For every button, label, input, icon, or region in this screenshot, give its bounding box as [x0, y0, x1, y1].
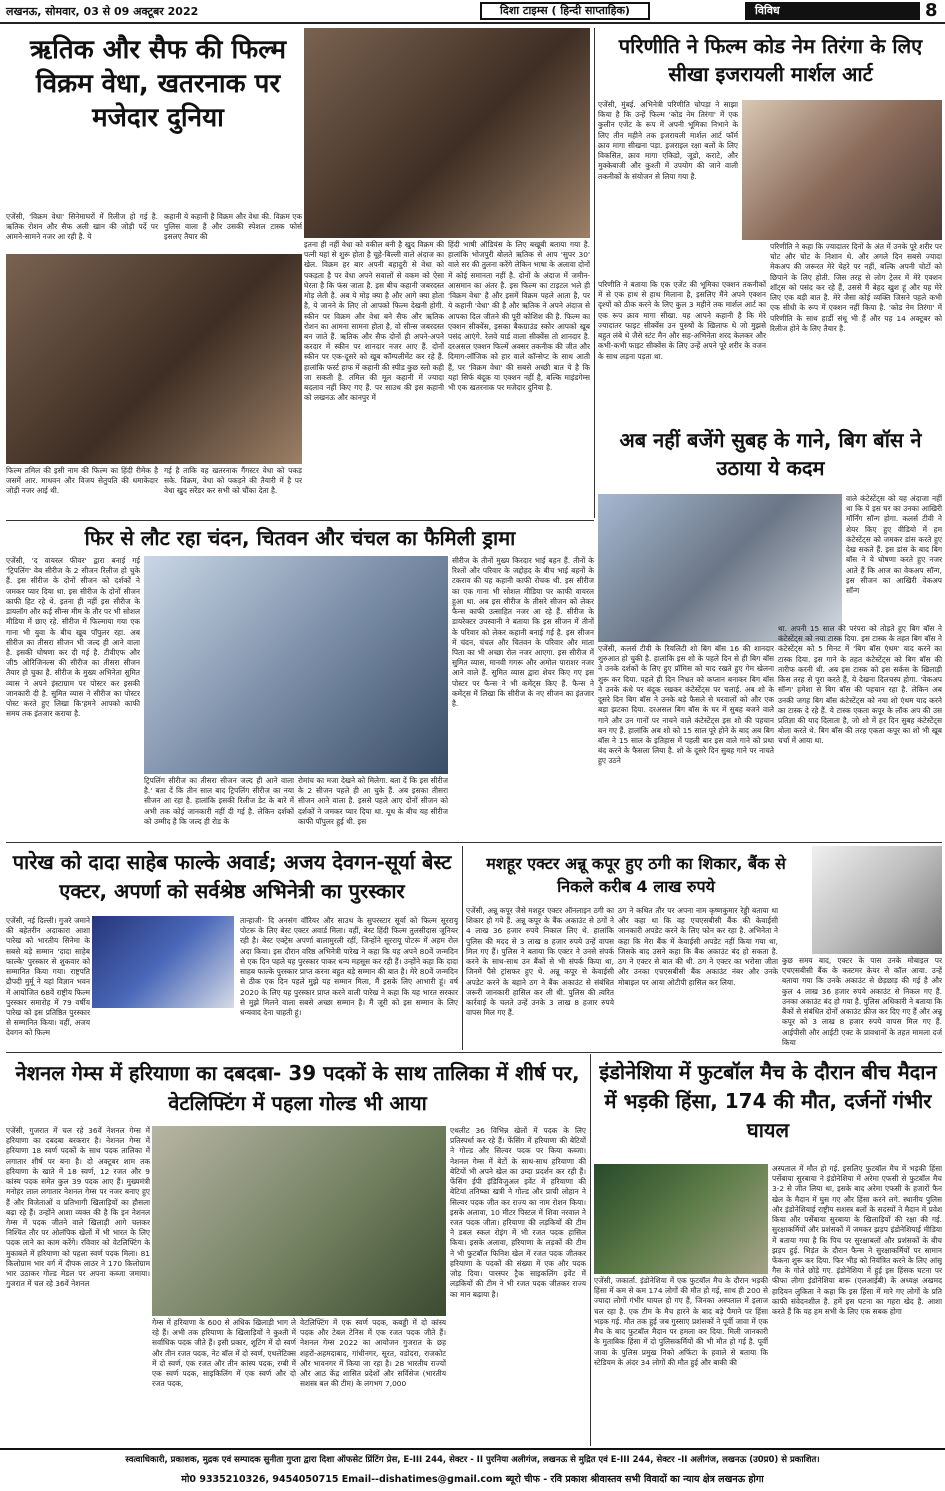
annu-kapoor-col1: एजेंसी, अन्नू कपूर जैसे मशहूर एक्टर ऑनलाइन ठगी का शिकार हो गये हैं. अन्नू कपूर के बैंक अकाउंट से ठगों ने 4 लाख 36 हजार रुपये निकाल लिए थे. हालांकि पुलिस की मदद से 3 लाख 8 हजार रुपये उन्हें वापस मिल गए हैं। पुलिस ने बताया कि एक्टर ने उनसे संपर्क करने के साथ-साथ उन बैंकों से भी संपर्क किया था, जिनमें पैसे ट्रांसफर हुए थे. अन्नू कपूर से केवाईसी अपडेट करने के बहाने ठग ने बैंक अकाउंट से संबंधित जरूरी जानकारी हासिल कर ली थी. पुलिस की त्वरित कार्रवाई के चलते उन्हें उनके 3 लाख 8 हजार रुपये वापस मिल गए हैं. — [466, 906, 614, 1018]
tripling-col1: एजेंसी, 'द वायरल फीवर' द्वारा बनाई गई 'ट्रिपलिंग' वेब सीरीज के 2 सीजन रिलीज हो चुके हैं. इस सीरीज के दोनों सीजन को दर्शकों ने जमकर प्यार दिया था. इस सीरीज के दोनों सीजन काफी हिट रहे थे. इतना ही नहीं इस सीरीज के डायलॉग और कई सीन्स मीम के तौर पर भी सोशल मीडिया में छाए रहे. सीरीज में फिल्माया गया एक गाना भी युवा के बीच खूब पॉपुलर रहा. अब सीरीज का तीसरा सीजन भी जल्द ही आने वाला है. इसकी घोषणा कर दी गई है. टीवीएफ और जी5 ओरिजिनल्स की सीरीज का तीसरा सीजन तैयार हो चुका है. सीरीज के मुख्य अभिनेता सुमित व्यास ने अपने इंस्टाग्राम पर पोस्टर कर इसकी जानकारी दी है. सुमित व्यास ने सीरीज का पोस्टर पोस्ट करते हुए लिखा कि'हमने आपको काफी समय तक इंतजार कराया है. — [6, 556, 140, 719]
bigg-boss-photo — [598, 494, 842, 642]
awards-photo — [92, 916, 234, 1008]
annu-kapoor-col2: ठग ने कथित तौर पर अपना नाम कृष्णकुमार रेड्डी बताया था और कहा था कि वह एचएसबीसी बैंक की केवाईसी जानकारी अपडेट करने के लिए फोन कर रहा है. अभिनेता ने कहा कि मेरा बैंक में केवाईसी अपडेट नहीं किया गया था, जिसके बाद उसने कहा कि बैंक अकाउंट बंद हो सकता है. ठग ने एक्टर से बात की थी. ठग ने एक्टर का भरोसा जीता और उनका एचएसबीसी बैंक अकाउंट नंबर और उनके मोबाइल पर आया ओटीपी हासिल कर लिया. — [618, 906, 778, 987]
section-name: विविध — [745, 2, 920, 20]
indonesia-col1: एजेंसी, जकार्ता. इंडोनेशिया में एक फुटबॉल मैच के दौरान भड़की हिंसा में कम से कम 174 लोगों की मौत हो गई, साथ ही 200 से ज्यादा लोगों गंभीर घायल हो गए हैं, जिनका अस्पताल में इलाज चल रहा है. एक टीम के मैच हारने के बाद बड़े पैमाने पर हिंसा भड़क गई. मौत तक हुई जब गुस्साए प्रशंसकों ने पूर्वी जावा में एक मैच के बाद फुटबॉल मैदान पर हमला कर दिया. मिली जानकारी के मुताबिक हिंसा में दो पुलिसकर्मियों की भी मौत हो गई है. पूर्वी जावा के पुलिस प्रमुख निको अफिंटा के हवाले से बताया कि स्टेडियम के अंदर 34 लोगों की मौत हुई और बाकी की — [594, 1276, 768, 1367]
parineeti-headline: परिणीति ने फिल्म कोड नेम तिरंगा के लिए सीखा इजरायली मार्शल आर्ट — [618, 34, 923, 86]
bigg-boss-col3: था. अपनी 15 साल की परंपरा को तोड़ते हुए बिग बॉस ने कंटेस्टेंट्स को नया टास्क दिया. इस टास्क के तहत बिग बॉस ने कंटेस्टेंट्स को 5 मिनट में 'बिग बॉस एंथम' याद करने का टास्क दिया. इस गाने के तहत कंटेस्टेंट्स को बिग बॉस की तारीफ करनी थी. अब इस टास्क को इस सर्कस के खिलाड़ी किस तरह से पूरा करते हैं, ये देखना दिलचस्प होगा. 'वेकअप सॉन्ग' हमेशा से बिग बॉस की पहचान रहा है. लेकिन अब उनकी जगह बिग बॉस कंटेस्टेंट्स को नया शो एंथम याद करने का टास्क दे रहे हैं. ये टास्क एकता कपूर के लॉक अप की उस प्रतिज्ञा की याद दिलाता है, जो शो में हर दिन सुबह कंटेस्टेंट्स बोला करते थे. बिग बॉस की तरह एकता कपूर का शो भी खूब चर्चा में आया था. — [778, 624, 942, 746]
vikram-vedha-col2: कहानी ये कहानी है विक्रम और वेधा की. विक्रम एक पुलिस वाला है और उसकी स्पेशल टास्क फोर्स इसलए तैयार की — [164, 212, 302, 242]
vikram-vedha-col2b: गई है ताकि वह खतरनाक गैंगस्टर वेधा को पकड़ सके. विक्रम, वेधा को पकड़ने की तैयारी में है पर वेधा खुद सरेंडर कर सभी को चौंका देता है. — [164, 466, 302, 496]
vikram-vedha-photo — [6, 254, 302, 464]
contact-line: मो0 9335210326, 9454050715 Email--dishatimes@gmail.com ब्यूरो चीफ - रवि प्रकाश श्रीवास्तव सभी विवादों का न्याय क्षेत्र लखनऊ होगा — [181, 1474, 764, 1485]
tripling-col3: रोमांच का मजा देखने को मिलेगा. बता दें कि इस सीरीज के 2 सीजन पहले ही आ चुके हैं. अब इसका तीसरा सीजन आने वाला है. इससे पहले आए दोनों सीजन को दर्शकों ने जमकर प्यार दिया था. यूथ के बीच यह सीरीज काफी पॉपुलर हुई थी. इस — [298, 776, 448, 826]
vikram-vedha-col1b: फिल्म तमिल की इसी नाम की फिल्म का हिंदी रीमेक है जसमें आर. माधवन और विजय सेतुपति की धमाकेदार जोड़ी नजर आई थी. — [6, 466, 158, 496]
imprint-line: स्वत्वाधिकारी, प्रकाशक, मुद्रक एवं सम्पादक सुनीता गुप्ता द्वारा दिशा ऑफसेट प्रिंटिंग प्रेस, E-III 244, सेक्टर - II पुरनिया अलीगंज, लखनऊ से मुद्रित एवं E-III 244, सेक्टर -II अलीगंज, लखनऊ (उ0प्र0) से प्रकाशित। — [125, 1455, 820, 1465]
awards-col1: एजेंसी, नई दिल्ली। गुजरे जमाने की बहेतरीन अदाकारा आशा पारेख को भारतीय सिनेमा के सबसे बड़े सम्मान 'दादा साहेब फाल्के' पुरस्कार से शुकवार को सम्मानित किया गया। राष्ट्रपति द्रौपदी मुर्मू ने यहां विज्ञान भवन में आयोजित 68वें राष्ट्रीय फिल्म पुरस्कार समारोह में 79 वर्षीय पारेख को इस प्रतिष्ठित पुरस्कार से सम्मानित किया। वहीं, अजय देवगन को फिल्म — [6, 916, 90, 1038]
annu-kapoor-headline: मशहूर एक्टर अन्नू कपूर हुए ठगी का शिकार, बैंक से निकले करीब 4 लाख रुपये — [486, 854, 786, 897]
annu-kapoor-photo — [812, 846, 942, 954]
indonesia-photo — [594, 1164, 768, 1274]
tripling-col4: सीरीज के तीनों मुख्य किरदार भाई बहन हैं. तीनों के रिश्तों और परिवार के जद्दोहद के बीच भाई बहनों के टकराव की यह कहानी काफी रोचक थी. इस सीरीज का एक गाना भी सोशल मीडिया पर काफी वायरल हुआ था. अब इस सीरीज के तीसरे सीजन को लेकर फैन्स काफी उत्साहित नजर आ रहे हैं. सीरीज के डायरेक्टर उपस्वानी ने बताया कि इस सीजन में तीनों के परिवार को लेकर कहानी बनाई गई है. इस सीजन में चंदन, चंचल और चितवन के परिवार और माता पिता का भी अच्छा रोल नजर आएगा. इस सीरीज में सुमित व्यास, मानवी गगरू और अमोल पाराशर नजर आने वाले हैं. सुमित व्यास द्वारा शेयर किए गए इस पोस्टर पर फैन्स ने भी कमेंट्स किए हैं. फैन्स ने कमेंट्स में लिखा कि सीरीज के नए सीजन का इंतजार है. — [452, 556, 594, 709]
page-number: 8 — [925, 0, 938, 21]
tripling-headline: फिर से लौट रहा चंदन, चितवन और चंचल का फैमिली ड्रामा — [84, 526, 516, 550]
imprint-footer — [0, 1448, 945, 1491]
vikram-vedha-col4: हिंदी भाषी ऑडियंस के लिए बखूबी बताया गया है. हालांकि भोजपुरी बोलते ऋतिक से आप 'सुपर 30' वाले सर की तुलना करेंगे लेकिन भाषा के अलावा दोनों में कोई समानता नहीं है. दोनों के अंदाज में जमीन-आसमान का अंतर है. इस फिल्म का टाइटल भले ही 'विक्रम वेधा' है और इसमें विक्रम पहले आता है, पर ये कहानी 'वेधा' की है और ऋतिक ने अपने अंदाज से आपका दिल जीतने की पूरी कोशिश की है. फिल्म का एक्शन सीक्वेंस, इसका बैकग्राउंड स्कोर आपको खूब पसंद आएंगे. रेलवे यार्ड वाला सीक्वेंस तो शानदार है. दरअसल एक्शन फिल्में अक्सर तकनीक की जीत और दिमाग-लॉजिक को हार वाले कॉन्सेप्ट के साथ आती हैं, पर 'विक्रम वेधा' की सबसे अच्छी बात ये है कि यहां सिर्फ बंदूक़ या एक्शन नहीं है, बल्कि माइंडगेम्स भी एक खतरनाक पर मजेदार दुनिया है. — [448, 240, 590, 393]
annu-kapoor-col3: कुछ समय बाद, एक्टर के पास उनके मोबाइल पर एचएसबीसी बैंक के कस्टमर केयर से कॉल आया. उन्हें बताया गया कि उनके अकाउंट से छेड़छाड़ की गई है और कुल 4 लाख 36 हजार रुपये अकाउंट से निकल गए हैं. उनका अकाउंट बंद हो गया है. पुलिस अधिकारी ने बताया कि बैंकों से संबंधित दोनों अकाउंट फ्रीज कर दिए गए हैं और अन्नू कपूर को 3 लाख 8 हजार रुपये वापस मिल गए हैं. आईपीसी और आईटी एक्ट के प्रावधानों के तहत मामला दर्ज किया — [782, 956, 942, 1047]
national-games-col3: वेटलिफ्टिंग में एक स्वर्ण पदक, कबड्डी में दो कांस्य पदक और टेबल टेनिस में एक रजत पदक जीते हैं। नेशनल गेम्स 2022 का आयोजन गुजरात के छह शहरों-अहमदाबाद, गांधीनगर, सूरत, वडोदरा, राजकोट और भावनगर में किया जा रहा है। 28 भारतीय राज्यों और आठ केंद्र शासित प्रदेशों और सर्विसेज (भारतीय सशस्त्र बल की टीम) के लगभग 7,000 — [300, 1318, 446, 1389]
masthead — [0, 0, 945, 24]
awards-headline: पारेख को दादा साहेब फाल्के अवार्ड; अजय देवगन-सूर्या बेस्ट एक्टर, अपर्णा को सर्वश्रेष्ठ अभिनेत्री का पुरस्कार — [12, 850, 452, 903]
national-games-col1: एजेंसी, गुजरात में चल रहे 36वें नेशनल गेम्स में हरियाणा का दबदबा बरकरार है। नेशनल गेम्स में हरियाणा 18 स्वर्ण पदकों के साथ पदक तालिका में लगातार शीर्ष पर बना है। दो अक्टूबर शाम तक हरियाणा के खाते में 18 स्वर्ण, 12 रजत और 9 कांस्य पदक समेत कुल 39 पदक आए हैं। मुख्यमंत्री मनोहर लाल लगातार नेशनल गेम्स पर नजर बनाए हुए हैं और विजेताओं व प्रतिभागी खिलाड़ियों का हौसला बढ़ा रहे हैं। उन्होंने आशा व्यक्त की है कि इन नेशनल गेम्स में पदक जीतने वाले खिलाड़ी आगे चलकर निश्चित तौर पर ओलंपिक खेलों में भी भारत के लिए पदक लाने का काम करेंगे। रविवार को वेटलिफ्टिंग के मुकाबले में हरियाणा को पहला स्वर्ण पदक मिला। 81 किलोग्राम भार वर्ग में दीपक लाठर ने 170 किलोग्राम भार उठाकर गोल्ड मेडल पर अपना कब्जा जमाया। गुजरात में चल रहे 36वें नेशनल — [6, 1126, 150, 1289]
indonesia-headline: इंडोनेशिया में फुटबॉल मैच के दौरान बीच मैदान में भड़की हिंसा, 174 की मौत, दर्जनों गंभीर घायल — [599, 1060, 937, 1142]
tripling-col2: ट्रिपलिंग सीरीज का तीसरा सीजन जल्द ही आने वाला है.' बता दें कि तीन साल बाद ट्रिपलिंग सीरीज का नया सीजन आ रहा है. हालांकि इसकी रिलीज डेट के बारे में अभी तक कोई जानकारी नहीं दी गई है. लेकिन दर्शकों को उम्मीद है कि जल्द ही रोड के — [144, 776, 294, 826]
tripling-photo — [144, 556, 448, 774]
parineeti-col1b: परिणीति ने बताया कि एक एजेंट की भूमिका एक्शन तकनीकों में से एक हाथ से हाथ मिलाना है, इसलिए मैंने अपने एक्शन दृश्यों को ठीक करने के लिए कुल 3 महीने तक मार्शल आर्ट का एक रूप क्राव मागा सीखा. यह आपने कहानी है कि मेरे ज्यादातर फाइट सीक्वेंस उन पुरुषों के खिलाफ थे जो मुझसे बहुत लंबे थे जैसे स्टंट मैन और सह-अभिनेता शरद केलकर और कभी-कभी फाइट सीक्वेंस के लिए उन्हें अपने पूरे शरीर के वजन के साथ लड़ना पड़ता था. — [598, 280, 766, 361]
issue-date: लखनऊ, सोमवार, 03 से 09 अक्टूबर 2022 — [6, 5, 199, 18]
national-games-headline: नेशनल गेम्स में हरियाणा का दबदबा- 39 पदकों के साथ तालिका में शीर्ष पर, वेटलिफ्टिंग में पहला गोल्ड भी आया — [15, 1061, 580, 1115]
national-games-photo — [152, 1126, 446, 1316]
national-games-col2: गेम्स में हरियाणा के 600 से अधिक खिलाड़ी भाग ले रहे हैं। अभी तक हरियाणा के खिलाड़ियों ने कुश्ती में सर्वाधिक पदक जीते हैं। इसी प्रकार, शूटिंग में दो स्वर्ण और तीन रजत पदक, नेट बॉल में दो स्वर्ण, एथलेटिक्स में दो स्वर्ण, एक रजत और तीन कांस्य पदक, रग्बी में एक स्वर्ण पदक, साइकिलिंग में एक स्वर्ण और दो रजत पदक, — [152, 1318, 296, 1389]
vikram-vedha-col1: एजेंसी, 'विक्रम वेधा' सिनेमाघरों में रिलीज हो गई है. ऋतिक रोशन और सैफ अली खान की जोड़ी पर्दे पर आमने-सामने नजर आ रही है. ये — [6, 212, 158, 242]
parineeti-photo — [742, 100, 942, 240]
vikram-vedha-poster — [304, 28, 590, 238]
awards-col2: तान्हाजी- दि अनसंग वॉरियर और साउथ के सुपरस्टार सूर्या को फिल्म सूररायू पोटरू के लिए बेस्ट एक्टर अवार्ड मिला। वहीं, बेस्ट हिंदी फिल्म तुलसीदास जूनियर रही है। बेस्ट एक्ट्रेस अपर्णा बालामुरली रहीं, जिन्होंने सूररायू पोटरू में अहम रोल अदा किया। इस दौरान वरिष्ठ अभिनेत्री पारेख ने कहा कि यह अपने 80वें जन्मदिन से एक दिन पहले यह पुरस्कार पाकर धन्य महसूस कर रही हैं। उन्होंने कहा कि दादा साहब फाल्के पुरस्कार प्राप्त करना बहुत बड़े सम्मान की बात है। मेरे 80वें जन्मदिन से ठीक एक दिन पहले मुझे यह सम्मान मिला, मैं इसके लिए आभारी हूं। वर्ष 2020 के लिए यह पुरस्कार प्राप्त करने वाली पारेख ने कहा कि यह भारत सरकार से मुझे मिलने वाला सबसे अच्छा सम्मान है। मैं जूरी को इस सम्मान के लिए धन्यवाद देना चाहती हूं। — [240, 916, 458, 1017]
national-games-col4: एथलीट 36 विभिन्न खेलों में पदक के लिए प्रतिस्पर्धा कर रहे हैं। फेंसिंग में हरियाणा की बेटियों ने गोल्ड और सिल्वर पदक पर किया कब्जा। नेशनल गेम्स में बेटों के साथ-साथ हरियाणा की बेटियों भी अपने खेल का उम्दा प्रदर्शन कर रही हैं। फेंसिंग ईपी इंडिविजुअल इवेंट में हरियाणा की बेटियां तनिष्का खत्री ने गोल्ड और प्राची लोहान ने सिल्वर पदक जीत कर राज्य का नाम रोशन किया। इसके अलावा, 10 मीटर पिस्टल में शिवा नरवाल ने रजत पदक जीता। हरियाणा की लड़कियों की टीम ने डबल स्कल रोइंग में भी रजत पदक हासिल किया। इसके अलावा, हरियाणा के लड़कों की टीम ने भी फुटबॉल फिनिश खेल में रजत पदक जीतकर हरियाणा के पदकों की संख्या में एक और पदक जोड़ दिया। पारस्पर ट्रैक साइकलिंग इवेंट में लड़कियों की टीम ने भी रजत पदक जीतकर राज्य का मान बढ़ाया है। — [450, 1126, 586, 1299]
bigg-boss-col2: एजेंसी, कलर्स टीवी के रियलिटी शो बिग बॉस 16 की शानदार शुरुआत हो चुकी है. हालांकि इस शो के पहले दिन से ही बिग बॉस ने उनके दर्शकों के लिए हुए प्रॉमिस को याद रखते हुए गेम खेलना शुरू कर दिया. पहले ही दिन निभ्रत को कप्तान बनाकर बिग बॉस ने उनके कंधे पर बंदूक रखकर कंटेस्टेंट्स पर चलाई. अब शो के दूसरे दिन बिग बॉस ने उनके बड़े फैसले से घरवालों को और एक बड़ा झटका दिया. दरअसल बिग बॉस के घर में सुबह बजने वाले गाने और उन गानों पर नाचने वाले कंटेस्टेंट्स इस शो की पहचान बन गए हैं. हालांकि अब शो को 15 साल पूरे होने के बाद अब बिग बॉस ने 15 साल के इतिहास में पहली बार इस वाले गाने को प्रथा बंद करने के फैसला लिया है. शो के दूसरे दिन सुबह गाने पर नाचते हुए उठने — [598, 644, 774, 766]
paper-name: दिशा टाइम्स ( हिन्दी साप्ताहिक) — [480, 2, 650, 20]
bigg-boss-headline: अब नहीं बजेंगे सुबह के गाने, बिग बॉस ने उठाया ये कदम — [619, 428, 922, 480]
vikram-vedha-headline: ऋतिक और सैफ की फिल्म विक्रम वेधा, खतरनाक पर मजेदार दुनिया — [29, 35, 286, 133]
vikram-vedha-col3: इतना ही नहीं वेधा को वकील बनी है खुद विक्रम की पत्नी यहां से शुरू होता है चूहे-बिल्ली वाले अंदाज का खेल. विक्रम हर बार अपनी बहादुरी से वेधा को पकड़ता है पर वेधा अपने सवालों से वकम को ऐसा घेरता है कि फंस जाता है. इस बीच कहानी जबरदस्त मोड़ लेती है. अब ये मोड़ क्या है और आगे क्या होता है, ये जानने के लिए तो आपको फिल्म देखनी होगी. स्कीन पर विक्रम और वेधा बने सैफ और ऋतिक रोशन का आमना सामना होता है, वो सीन्स जबरदस्त बन जाते हैं. ऋतिक और सैफ दोनों ही अपने-अपने करदार में स्कीन पर शानदार नजर आए हैं. दोनों स्कीन पर एक-दूसरे को खूब कॉम्पलीमेंट कर रहे हैं. हालांकि फर्स्ट हाफ में कहानी की स्पीड कुछ स्लो कही जा सकती है. तमिल की मूल कहानी में ज्यादा बदलाव नहीं किए गए हैं. पर साउथ की इस कहानी को लखनऊ और कानपुर में — [304, 240, 444, 403]
indonesia-col2: अस्पताल में मौत हो गई. इसलिए फुटबॉल मैच में भड़की हिंसा पर्सेबाया सुरबाया ने इंडोनेशिया में अरेमा एफसी से फुटबॉल मैच 3-2 से जीत लिया था, इसके बाद अरेमा एफसी के हजारों फैन खेल के मैदान में घुस गए और हिंसा करने लगे. स्थानीय पुलिस और इंडोनेशियाई राष्ट्रीय सशस्त्र बलों के सदस्यों ने मैदान में प्रवेश किया और पर्सेबाया सुरबाया के खिलाड़ियों की रक्षा की गई. सुरक्षाकर्मियों और प्रशंसकों में जमकर झड़प इंडोनेशियाई मीडिया में बताया गया है कि पिच पर सुरक्षाबलों और प्रशंसकों के बीच झड़प हुई. भिड़ंत के दौरान फैन्स ने सुरक्षाकर्मियों पर सामान फेंकना शुरू कर दिया. फिर भीड़ को नियंत्रित करने के लिए आंसू गैस के गोले छोड़े गए. इंडोनेशिया में हुई इस हिंसक घटना पर फीफा लीगा इंडोनेशिया बारू (एलआईबी) के अध्यक्ष अखमद हादियन लुकिता ने कहा कि इस हिंसा में मारे गए लोगों के प्रति काफी संवेदनशील है. हमें इस घटना का गहरा खेद है. आशा करते हैं कि यह हम सभी के लिए एक सबक होगा — [772, 1164, 942, 1317]
parineeti-col1: एजेंसी, मुंबई. अभिनेत्री परिणीति चोपड़ा ने साझा किया है कि उन्हें फिल्म 'कोड नेम तिरंगा' में एक कुलीन एजेंट के रूप में अपनी भूमिका निभाने के लिए तीन महीने तक इजरायली मार्शल आर्ट फॉर्म क्राव मागा सीखना पड़ा. इजराइल रक्षा बलों के लिए विकसित, क्राव मागा एकिडो, जूडो, कराटे, और मुक्केबाजी और कुश्ती में उपयोग की जाने वाली तकनीकों के संयोजन से लिया गया है. — [598, 100, 738, 181]
bigg-boss-col1: वाले कंटेस्टेंट्स को यह अंदाजा नहीं था कि ये इस घर का उनका आखिरी मॉर्निंग सॉन्ग होगा. कलर्स टीवी ने शेयर किए हुए वीडियो में हम कंटेस्टेंट्स को जमकर डांस करते हुए देख सकते हैं. इस डांस के बाद बिग बॉस ने ये घोषणा करते हुए नजर आते हैं कि आज का वेकअप सॉन्ग, इस सीजन का आखिरी वेकअप सॉन्ग — [846, 494, 942, 595]
parineeti-col2: परिणीति ने कहा कि ज्यादातर दिनों के अंत में उनके पूरे शरीर पर चोट और चोट के निशान थे. और अगले दिन सबसे ज्यादा मेकअप की जरूरत मेरे चेहरे पर नहीं, बल्कि अपनी चोटों को छिपाने के लिए होती. जिस तरह से लोग ट्रेलर में मेरे एक्शन शॉट्स को पसंद कर रहे हैं, उससे मैं बेहद खुश हूं और यह मेरे लिए एक बड़ी बात है. मेरे जैसा कोई व्यक्ति जिसने पहले कभी एक सीधी के रूप में एक्शन नहीं किया है. 'कोड नेम तिरंगा' में परिणीति के साथ हार्डी संधू भी हैं और यह 14 अक्टूबर को रिलीज होने के लिए तैयार है. — [770, 242, 942, 333]
